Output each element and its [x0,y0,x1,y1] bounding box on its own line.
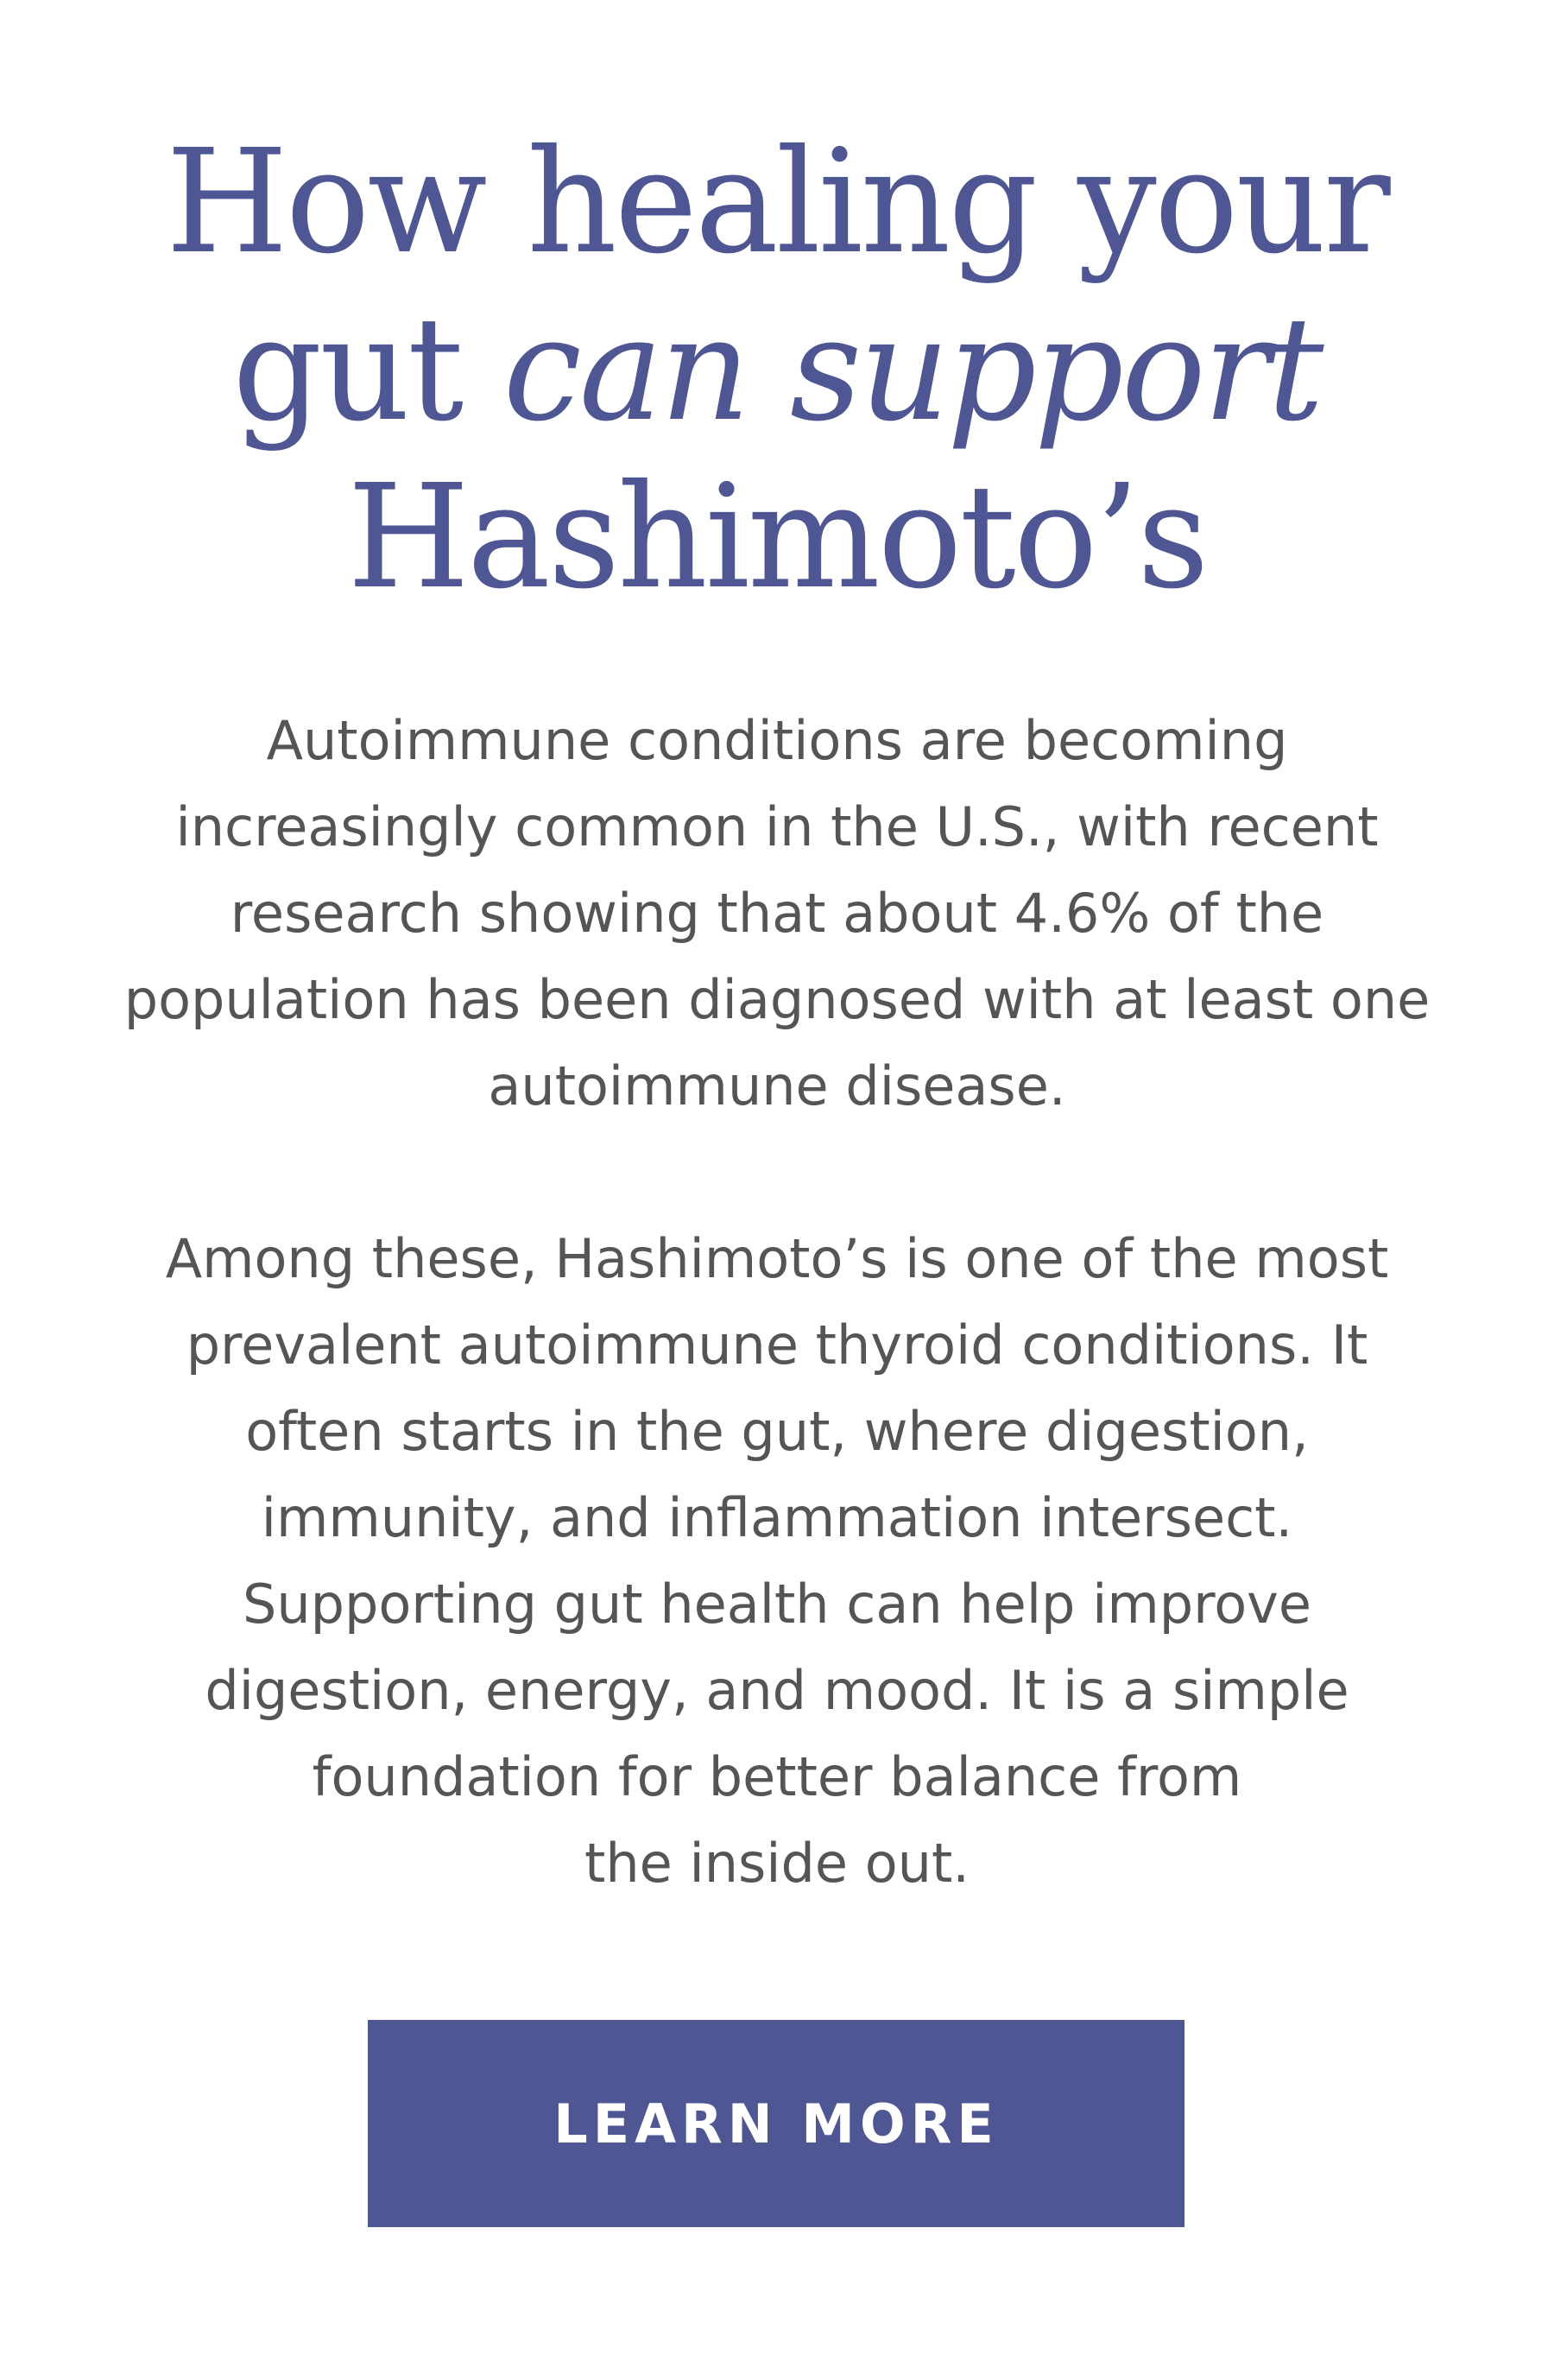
title-line-2-italic: can support [502,287,1322,453]
intro-line: autoimmune disease. [488,1054,1066,1117]
intro-paragraph [52,698,1502,1130]
title-line-1: How healing your [166,119,1388,286]
learn-more-button[interactable] [368,2020,1184,2227]
title-line-3: Hashimoto’s [347,454,1207,621]
learn-more-label: LEARN MORE [553,2092,999,2155]
detail-line: digestion, energy, and mood. It is a simple [205,1659,1349,1722]
detail-line: prevalent autoimmune thyroid conditions. It [186,1313,1368,1377]
intro-line: Autoimmune conditions are becoming [266,709,1288,772]
detail-line: Supporting gut health can help improve [242,1573,1311,1636]
detail-line: the inside out. [584,1832,970,1895]
detail-paragraph [52,1216,1502,1907]
intro-line: increasingly common in the U.S., with recent [175,795,1379,858]
intro-line: population has been diagnosed with at least one [123,968,1431,1031]
intro-line: research showing that about 4.6% of the [230,882,1324,945]
title-line-2 [17,287,1537,454]
detail-line: often starts in the gut, where digestion, [245,1400,1309,1463]
detail-line: Among these, Hashimoto’s is one of the most [165,1227,1389,1290]
detail-line: foundation for better balance from [312,1745,1242,1808]
detail-line: immunity, and inflammation intersect. [261,1486,1293,1549]
page-title [0,119,1554,622]
title-line-2-plain: gut [232,287,503,453]
